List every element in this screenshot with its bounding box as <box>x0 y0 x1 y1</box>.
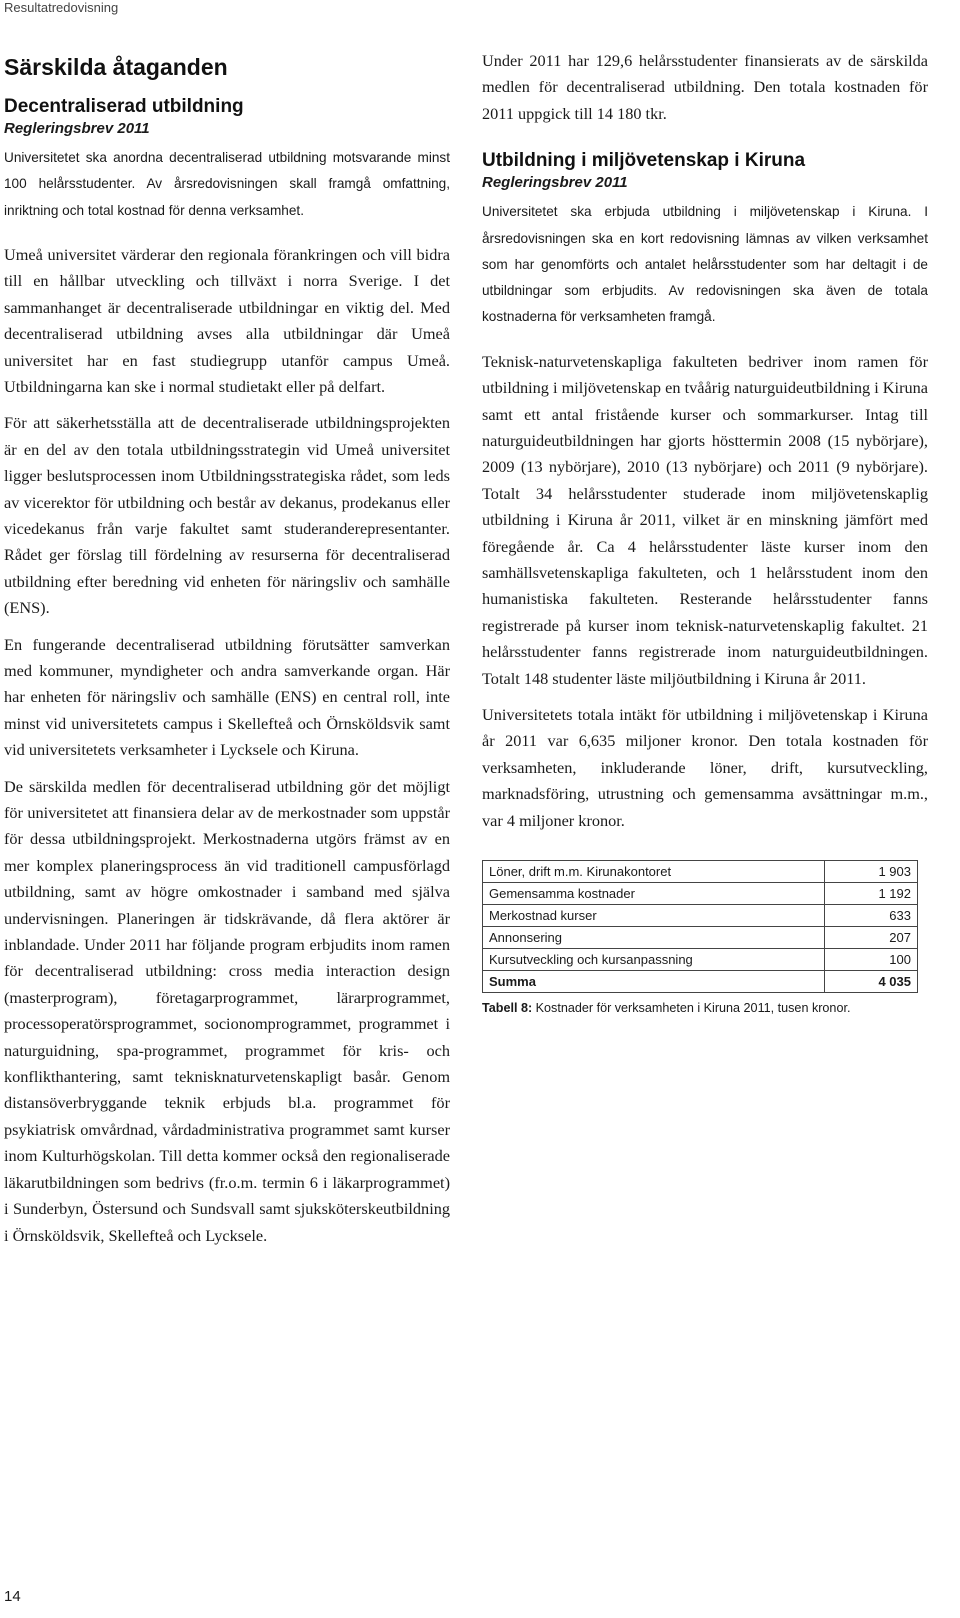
cost-table <box>482 860 918 993</box>
table-total-row <box>483 971 918 993</box>
table-total-label: Summa <box>483 971 825 993</box>
body-paragraph: För att säkerhetsställa att de decentraliserade utbildningsprojekten är en del av den totala utbildningsstrategin vid Umeå universitet ligger beslutsprocessen inom Utbildningsstrategiska rådet, som leds av vicerektor för utbildning och består av dekanus, prodekanus eller vicedekanus från varje fakultet samt studeranderepresentanter. Rådet ger förslag till fördelning av resurserna för decentraliserad utbildning efter beredning vid enheten för näringsliv och samhälle (ENS). <box>4 413 450 618</box>
subsection-title-decentraliserad: Decentraliserad utbildning <box>4 96 244 117</box>
body-paragraph: En fungerande decentraliserad utbildning förutsätter samverkan med kommuner, myndigheter och andra samverkande organ. Här har enheten för näringsliv och samhälle (ENS) en central roll, inte minst vid universitetets campus i Skellefteå och Örnsköldsvik samt vid universitetets verksamheter i Lycksele och Kiruna. <box>4 634 450 760</box>
table-row <box>483 949 918 971</box>
table-row <box>483 883 918 905</box>
table-caption <box>482 1001 928 1015</box>
table-row <box>483 861 918 883</box>
right-column <box>482 48 928 1015</box>
body-paragraph: Umeå universitet värderar den regionala förankringen och vill bidra till en hållbar utveckling och tillväxt i norra Sverige. I det sammanhanget är decentraliserade utbildningar en viktig del. Med decentraliserad utbildning avses alla utbildningar där Umeå universitet har en fast studiegrupp utanför campus Umeå. Utbildningarna kan ske i normal studietakt eller på delfart. <box>4 244 450 396</box>
body-paragraph: Teknisk-naturvetenskapliga fakulteten bedriver inom ramen för utbildning i miljövetenskap en tvåårig naturguideutbildning i Kiruna samt ett antal fristående kurser och sommarkurser. Intag till naturguideutbildningen har gjorts hösttermin 2008 (15 nybörjare), 2009 (13 nybörjare), 2010 (13 nybörjare) och 2011 (9 nybörjare). Totalt 34 helårsstudenter studerade inom miljövetenskaplig utbildning i Kiruna år 2011, vilket är en minskning jämfört med föregående år. Ca 4 helårsstudenter läste kurser inom den samhällsvetenskapliga fakulteten, och 1 helårsstudent inom den humanistiska fakulteten. Resterande helårsstudenter fanns registrerade på kurser inom teknisk-naturvetenskaplig fakultet. 21 helårsstudenter fanns registrerade inom naturguideutbildningen. Totalt 148 studenter läste miljöutbildning i Kiruna år 2011. <box>482 351 929 688</box>
table-cell-value: 1 192 <box>825 883 918 905</box>
table-cell-label: Annonsering <box>483 927 825 949</box>
table-total-value: 4 035 <box>825 971 918 993</box>
table-cell-value: 1 903 <box>825 861 918 883</box>
table-cell-value: 207 <box>825 927 918 949</box>
table-row <box>483 905 918 927</box>
running-head: Resultatredovisning <box>4 0 119 15</box>
section-title: Särskilda åtaganden <box>4 54 228 80</box>
table-cell-value: 100 <box>825 949 918 971</box>
regleringsbrev-label: Regleringsbrev 2011 <box>482 174 628 192</box>
table-cell-label: Kursutveckling och kursanpassning <box>483 949 825 971</box>
body-paragraph: Universitetets totala intäkt för utbildning i miljövetenskap i Kiruna år 2011 var 6,635 miljoner kronor. Den totala kostnaden för verksamheten, inkluderande löner, drift, kursutveckling, marknadsföring, utrustning och gemensamma avsättningar m.m., var 4 miljoner kronor. <box>482 704 928 830</box>
table-cell-label: Gemensamma kostnader <box>483 883 825 905</box>
table-cell-label: Merkostnad kurser <box>483 905 825 927</box>
left-column <box>4 48 450 1259</box>
assignment-intro: Universitetet ska anordna decentraliserad utbildning motsvarande minst 100 helårsstudenter. Av årsredovisningen skall framgå omfattning, inriktning och total kostnad för denna verksamhet. <box>4 150 450 218</box>
page-number: 14 <box>4 1588 21 1605</box>
table-caption-text: Kostnader för verksamheten i Kiruna 2011, tusen kronor. <box>532 1001 851 1016</box>
body-paragraph: Under 2011 har 129,6 helårsstudenter finansierats av de särskilda medlen för decentraliserad utbildning. Den totala kostnaden för 2011 uppgick till 14 180 tkr. <box>482 51 928 123</box>
assignment-intro: Universitetet ska erbjuda utbildning i miljövetenskap i Kiruna. I årsredovisningen ska en kort redovisning lämnas av vilken verksamhet som har genomförts och antalet helårsstudenter som har deltagit i de utbildningar som erbjudits. Av redovisningen ska även de totala kostnaderna för verksamheten framgå. <box>482 204 928 325</box>
table-cell-label: Löner, drift m.m. Kirunakontoret <box>483 861 825 883</box>
table-caption-label: Tabell 8: <box>482 1001 533 1016</box>
body-paragraph: De särskilda medlen för decentraliserad utbildning gör det möjligt för universitetet att finansiera delar av de merkostnader som uppstår för dessa utbildningsprojekt. Merkostnaderna utgörs främst av en mer komplex planeringsprocess än vid traditionell campusförlagd utbildning, samt av högre omkostnader i samband med själva undervisningen. Planeringen är tidskrävande, då flera aktörer är inblandade. Under 2011 har följande program erbjudits inom ramen för decentraliserad utbildning: cross media interaction design (masterprogram), företagarprogrammet, lärarprogrammet, processoperatörsprogrammet, socionomprogrammet, programmet i naturguidning, spa-programmet, programmet för kris- och konflikthantering, samt teknisknaturvetenskapligt basår. Genom distansöverbryggande teknik erbjuds bl.a. programmet för psykiatrisk omvårdnad, vårdadministrativa programmet samt kurser inom Kulturhögskolan. Till detta kommer också den regionaliserade läkarutbildningen som bedrivs (fr.o.m. termin 6 i läkarprogrammet) i Sunderbyn, Östersund och Sundsvall samt sjuksköterskeutbildning i Örnsköldsvik, Skellefteå och Lycksele. <box>4 776 450 1245</box>
subsection-title-kiruna: Utbildning i miljövetenskap i Kiruna <box>482 150 806 172</box>
table-row <box>483 927 918 949</box>
regleringsbrev-label: Regleringsbrev 2011 <box>4 120 150 137</box>
table-cell-value: 633 <box>825 905 918 927</box>
